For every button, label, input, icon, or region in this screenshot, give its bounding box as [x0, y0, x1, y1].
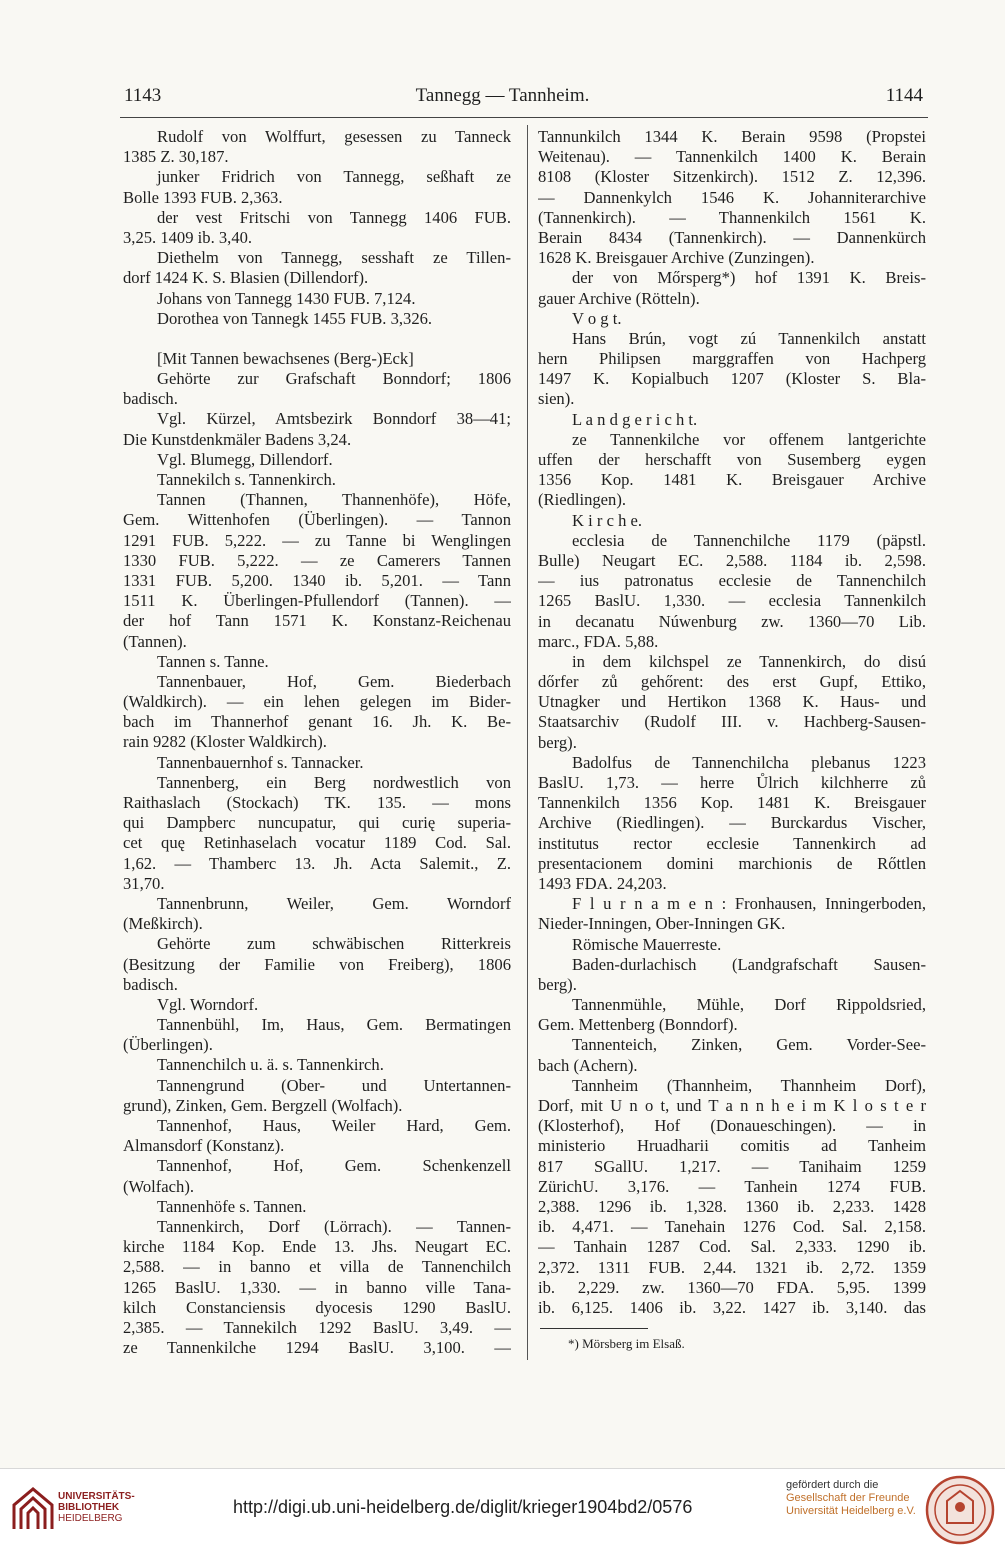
text-line: Tannunkilch 1344 K. Berain 9598 (Propstei [538, 127, 926, 146]
text-line: Badolfus de Tannenchilcha plebanus 1223 [572, 752, 926, 772]
text-line: Baden-durlachisch (Landgrafschaft Sausen- [572, 954, 926, 974]
text-line: Vgl. Worndorf. [157, 994, 259, 1014]
text-line: — Tanhain 1287 Cod. Sal. 2,333. 1290 ib. [538, 1237, 926, 1257]
text-line: qui Dampberc nuncupatur, qui curię superia- [123, 813, 511, 833]
text-line: berg). [538, 732, 577, 752]
text-line: Gehörte zur Grafschaft Bonndorf; 1806 [157, 369, 511, 389]
text-line: ze Tannenkilche 1294 BaslU. 3,100. — [123, 1338, 511, 1358]
text-line: V o g t. [572, 308, 622, 328]
text-line: Tannenbauer, Hof, Gem. Biederbach [157, 671, 511, 691]
university-seal-icon [925, 1473, 995, 1547]
text-line: kirche 1184 Kop. Ende 13. Jhs. Neugart EC. [123, 1237, 511, 1257]
text-line: uffen der herschafft von Susemberg eygen [538, 450, 926, 469]
text-line: 31,70. [123, 873, 165, 893]
text-line: 1497 K. Kopialbuch 1207 (Kloster S. Bla- [538, 369, 926, 389]
page-header [0, 85, 1005, 113]
text-line: Tannen s. Tanne. [157, 651, 269, 671]
text-line: Tannheim (Thannheim, Thannheim Dorf), [572, 1075, 926, 1095]
text-line: [Mit Tannen bewachsenes (Berg-)Eck] [157, 348, 414, 368]
text-line: — ius patronatus ecclesie de Tannenchilch [538, 571, 926, 591]
text-line: Gehörte zum schwäbischen Ritterkreis [157, 934, 511, 954]
text-line: 1493 FDA. 24,203. [538, 873, 667, 893]
text-line: cet quę Retinhaselach vocatur 1189 Cod. Sal. [123, 833, 511, 853]
text-line: dorf 1424 K. S. Blasien (Dillendorf). [123, 268, 369, 288]
text-line: Tannenhof, Hof, Gem. Schenkenzell [157, 1156, 511, 1176]
text-line: 1356 Kop. 1481 K. Breisgauer Archive [538, 470, 926, 490]
text-line: Vgl. Kürzel, Amtsbezirk Bonndorf 38—41; [157, 409, 511, 429]
text-line: Tannenmühle, Mühle, Dorf Rippoldsried, [572, 995, 926, 1015]
text-line: dőrfer zů gehőrent: des erst Gupf, Ettiko, [538, 672, 926, 692]
text-line: 1511 K. Überlingen-Pfullendorf (Tannen). — [123, 591, 511, 611]
text-line: Weitenau). — Tannenkilch 1400 K. Berain [538, 147, 926, 167]
text-line: Die Kunstdenkmäler Badens 3,24. [123, 429, 352, 449]
text-line: Tannenbühl, Im, Haus, Gem. Bermatingen [157, 1015, 511, 1035]
text-line: institutus rector ecclesie Tannenkirch ad [538, 833, 926, 853]
text-line: Tannen (Thannen, Thannenhöfe), Höfe, [157, 490, 511, 510]
text-line: grund), Zinken, Gem. Bergzell (Wolfach). [123, 1095, 403, 1115]
text-line: bach (Achern). [538, 1055, 638, 1075]
text-line: 1265 BaslU. 1,330. — ecclesia Tannenkilch [538, 591, 926, 611]
text-line: der von Mőrsperg*) hof 1391 K. Breis- [572, 268, 926, 288]
permalink-url[interactable]: http://digi.ub.uni-heidelberg.de/diglit/krieger1904bd2/0576 [233, 1497, 693, 1517]
text-line: Tannenkilch 1356 Kop. 1481 K. Breisgauer [538, 793, 926, 813]
text-line: F l u r n a m e n : Fronhausen, Inningerboden, [572, 894, 926, 914]
library-name-line: UNIVERSITÄTS- [58, 1491, 135, 1502]
text-line: 3,25. 1409 ib. 3,40. [123, 227, 253, 247]
text-line: Tannekilch s. Tannenkirch. [157, 470, 336, 489]
text-line: Utnagker und Hertikon 1368 K. Haus- und [538, 692, 926, 712]
sponsor-line: Gesellschaft der Freunde [786, 1492, 910, 1504]
text-line: Tannengrund (Ober- und Untertannen- [157, 1075, 511, 1095]
text-line: (Riedlingen). [538, 490, 627, 510]
library-name-line: HEIDELBERG [58, 1513, 123, 1524]
text-line: junker Fridrich von Tannegg, seßhaft ze [157, 167, 511, 187]
text-line: 1385 Z. 30,187. [123, 147, 229, 167]
text-line: — Dannenkylch 1546 K. Johanniterarchive [538, 187, 926, 207]
text-line: 1331 FUB. 5,200. 1340 ib. 5,201. — Tann [123, 570, 511, 590]
text-line: ministerio Hruadharii comitis ad Tanheim [538, 1136, 926, 1156]
text-line: in dem kilchspel ze Tannenkirch, do disú [572, 651, 926, 671]
footnote-rule [540, 1328, 648, 1329]
text-line: Raithaslach (Stockach) TK. 135. — mons [123, 793, 511, 812]
text-line: (Wolfach). [123, 1176, 194, 1196]
text-line: bach im Thannerhof genant 16. Jh. K. Be- [123, 712, 511, 732]
text-line: der vest Fritschi von Tannegg 1406 FUB. [157, 207, 511, 227]
text-line: 2,385. — Tannekilch 1292 BaslU. 3,49. — [123, 1317, 511, 1337]
text-line: Dorf, mit U n o t, und T a n n h e i m K l o s t e r [538, 1096, 926, 1115]
header-rule [120, 117, 928, 118]
text-line: rain 9282 (Kloster Waldkirch). [123, 732, 327, 752]
text-line: (Waldkirch). — ein lehen gelegen im Bider- [123, 692, 511, 712]
text-line: 1628 K. Breisgauer Archive (Zunzingen). [538, 248, 815, 268]
text-line: Johans von Tannegg 1430 FUB. 7,124. [157, 288, 416, 308]
text-line: (Klosterhof), Hof (Donaueschingen). — in [538, 1116, 926, 1136]
text-line: der hof Tann 1571 K. Konstanz-Reichenau [123, 611, 511, 631]
text-line: Tannenchilch u. ä. s. Tannenkirch. [157, 1055, 384, 1075]
text-line: berg). [538, 974, 577, 994]
text-line: Tannenhöfe s. Tannen. [157, 1196, 307, 1216]
text-line: Tannenbauernhof s. Tannacker. [157, 752, 364, 772]
text-line: (Meßkirch). [123, 914, 203, 934]
text-line: badisch. [123, 974, 178, 994]
text-line: 817 SGallU. 1,217. — Tanihaim 1259 [538, 1156, 926, 1176]
text-line: in decanatu Núwenburg zw. 1360—70 Lib. [538, 611, 926, 631]
text-line: ib. 6,125. 1406 ib. 3,22. 1427 ib. 3,140. das [538, 1297, 926, 1317]
text-line: (Tannen). [123, 631, 187, 651]
text-line: Almansdorf (Konstanz). [123, 1136, 285, 1156]
left-column [123, 127, 511, 1358]
text-line: 2,588. — in banno et villa de Tannenchilch [123, 1257, 511, 1277]
text-line: Tannenbrunn, Weiler, Gem. Worndorf [157, 893, 511, 913]
sponsor-text [786, 1479, 916, 1518]
footnote: *) Mörsberg im Elsaß. [568, 1336, 685, 1351]
text-line: ZürichU. 3,176. — Tanhein 1274 FUB. [538, 1176, 926, 1196]
library-logo-icon [10, 1485, 56, 1533]
text-line: Berain 8434 (Tannenkirch). — Dannenkürch [538, 227, 926, 247]
text-line: 2,372. 1311 FUB. 2,44. 1321 ib. 2,72. 1359 [538, 1257, 926, 1277]
column-divider [527, 125, 528, 1360]
text-line: badisch. [123, 389, 178, 409]
sponsor-line: Universität Heidelberg e.V. [786, 1505, 916, 1517]
text-line: (Tannenkirch). — Thannenkilch 1561 K. [538, 207, 926, 227]
running-title: Tannegg — Tannheim. [415, 85, 590, 106]
text-line: 1291 FUB. 5,222. — zu Tanne bi Wenglingen [123, 530, 511, 550]
text-line: Gem. Wittenhofen (Überlingen). — Tannon [123, 510, 511, 530]
text-line: Diethelm von Tannegg, sesshaft ze Tillen- [157, 248, 511, 268]
text-line: sien). [538, 389, 575, 409]
library-name [58, 1491, 135, 1524]
text-line: (Überlingen). [123, 1035, 213, 1055]
text-line: marc., FDA. 5,88. [538, 631, 659, 651]
text-line: gauer Archive (Rötteln). [538, 288, 700, 308]
text-line: Bulle) Neugart EC. 2,588. 1184 ib. 2,598. [538, 550, 926, 570]
right-column [538, 127, 926, 1318]
text-line: Bolle 1393 FUB. 2,363. [123, 187, 283, 207]
text-line: 1330 FUB. 5,222. — ze Camerers Tannen [123, 550, 511, 570]
text-line: K i r c h e. [572, 510, 643, 530]
text-line: ib. 2,229. zw. 1360—70 FDA. 5,95. 1399 [538, 1277, 926, 1297]
text-line: Tannenteich, Zinken, Gem. Vorder-See- [572, 1035, 926, 1055]
text-line: Tannenhof, Haus, Weiler Hard, Gem. [157, 1116, 511, 1135]
text-line: ecclesia de Tannenchilche 1179 (päpstl. [572, 530, 926, 550]
library-name-line: BIBLIOTHEK [58, 1502, 120, 1513]
text-line: ib. 4,471. — Tanehain 1276 Cod. Sal. 2,158. [538, 1217, 926, 1237]
text-line: Römische Mauerreste. [572, 934, 722, 954]
text-line: ze Tannenkilche vor offenem lantgerichte [572, 429, 926, 449]
text-line: BaslU. 1,73. — herre Ůlrich kilchherre zů [538, 773, 926, 792]
text-line: 1,62. — Thamberc 13. Jh. Acta Salemit., Z. [123, 853, 511, 873]
text-line: Tannenkirch, Dorf (Lörrach). — Tannen- [157, 1216, 511, 1236]
text-line: Archive (Riedlingen). — Burckardus Vischer, [538, 813, 926, 833]
text-line: Dorothea von Tannegk 1455 FUB. 3,326. [157, 308, 433, 328]
text-line: Gem. Mettenberg (Bonndorf). [538, 1015, 738, 1035]
text-line: 8108 (Kloster Sitzenkirch). 1512 Z. 12,396. [538, 167, 926, 187]
sponsor-line: gefördert durch die [786, 1479, 879, 1491]
text-line: presentacionem domini marchionis de Rőttlen [538, 853, 926, 873]
left-page-number: 1143 [124, 85, 162, 106]
right-page-number: 1144 [885, 85, 923, 106]
text-line: kilch Constanciensis dyocesis 1290 BaslU. [123, 1297, 511, 1317]
text-line: 1265 BaslU. 1,330. — in banno ville Tana- [123, 1277, 511, 1297]
text-line: hern Philipsen marggraffen von Hachperg [538, 349, 926, 369]
text-line: Hans Brún, vogt zú Tannenkilch anstatt [572, 328, 926, 348]
text-line [123, 329, 511, 349]
text-line: Vgl. Blumegg, Dillendorf. [157, 449, 333, 469]
text-line: Staatsarchiv (Rudolf III. v. Hachberg-Sausen- [538, 712, 926, 732]
text-line: Tannenberg, ein Berg nordwestlich von [157, 772, 511, 792]
text-line: (Besitzung der Familie von Freiberg), 1806 [123, 954, 511, 974]
text-line: Nieder-Inningen, Ober-Inningen GK. [538, 914, 786, 934]
text-line: L a n d g e r i c h t. [572, 409, 698, 429]
text-line: 2,388. 1296 ib. 1,328. 1360 ib. 2,233. 1428 [538, 1196, 926, 1216]
digitization-footer [0, 1468, 1005, 1552]
text-line: Rudolf von Wolffurt, gesessen zu Tanneck [157, 127, 511, 146]
